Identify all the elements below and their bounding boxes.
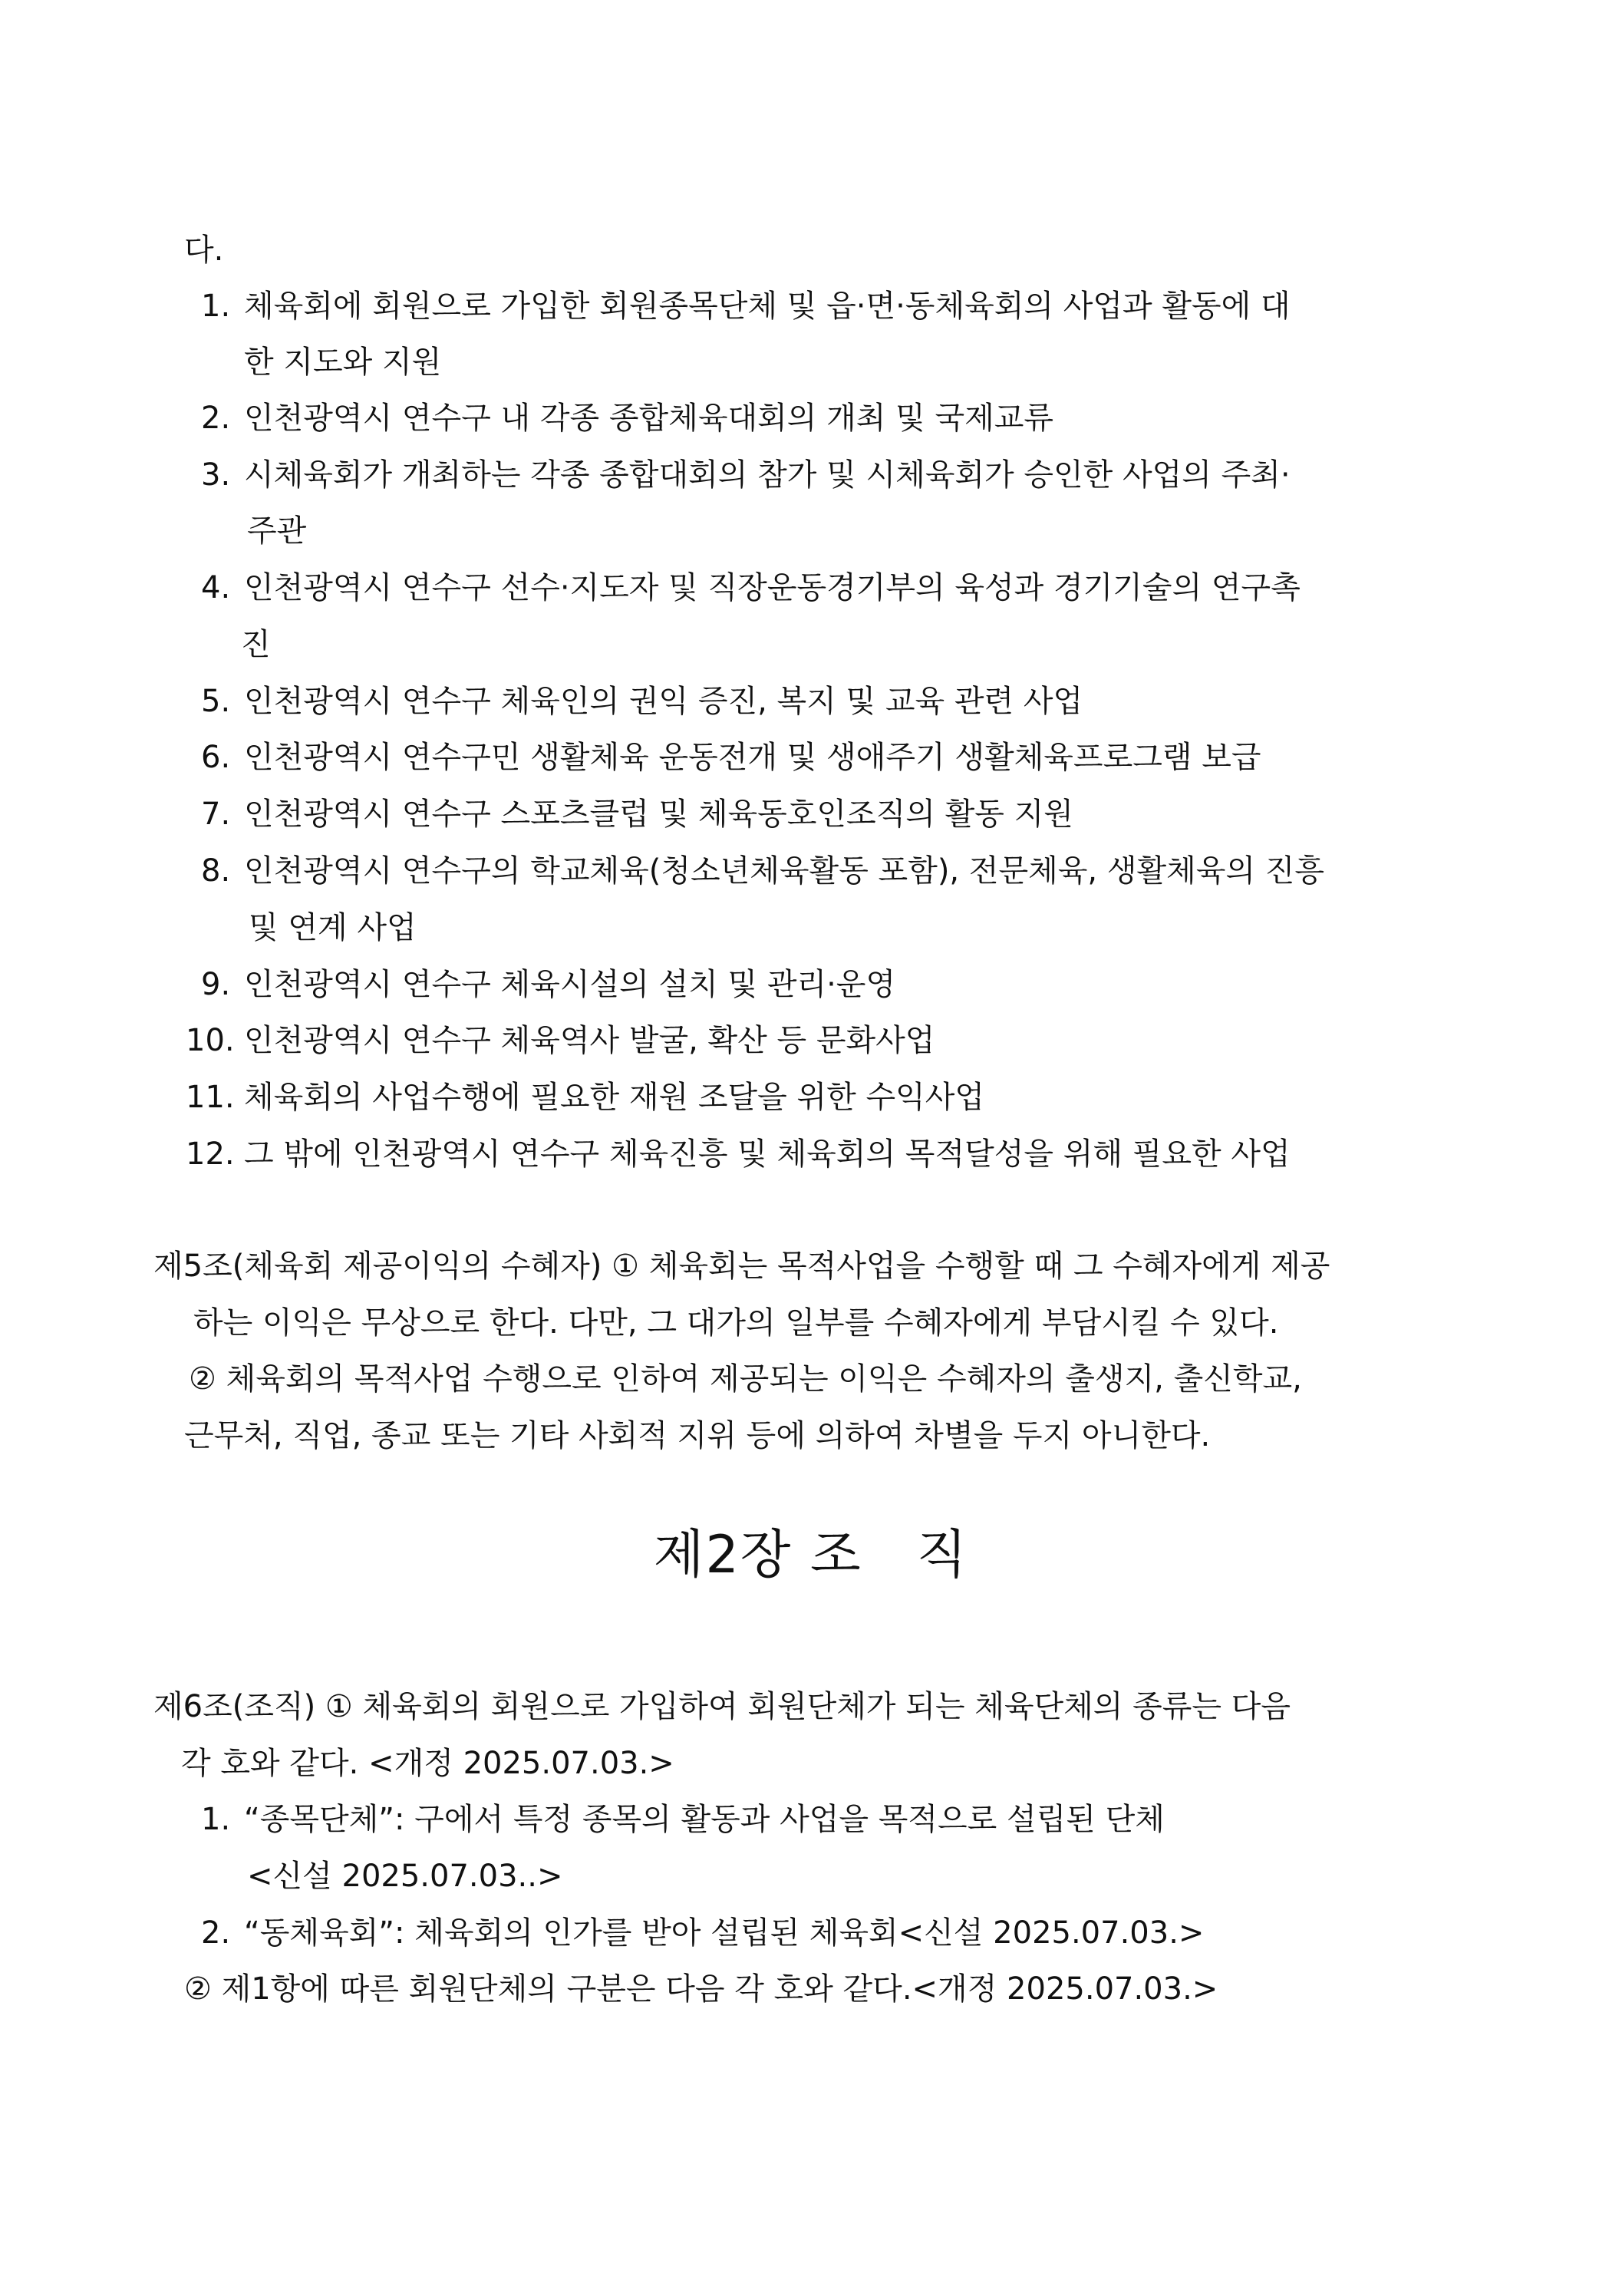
list-item-text: “종목단체”: 구에서 특정 종목의 활동과 사업을 목적으로 설립된 단체 [244,1802,1165,1837]
list-item-text: 인천광역시 연수구 체육인의 권익 증진, 복지 및 교육 관련 사업 [244,684,1083,719]
list-item-text-continued: 및 연계 사업 [249,910,417,945]
article5-heading-line: 제5조(체육회 제공이익의 수혜자) ① 체육회는 목적사업을 수행할 때 그 수혜자에게 제공 [153,1249,1330,1284]
list-item-text: 그 밖에 인천광역시 연수구 체육진흥 및 체육회의 목적달성을 위해 필요한 사업 [244,1136,1291,1172]
article5-text-line: 하는 이익은 무상으로 한다. 다만, 그 대가의 일부를 수혜자에게 부담시킬 수 있다. [193,1305,1279,1341]
list-item-number: 2. [201,401,231,436]
list-item-number: 4. [201,570,231,605]
list-item-text: 인천광역시 연수구 체육시설의 설치 및 관리·운영 [244,967,896,1002]
list-item-number: 9. [201,967,231,1002]
list-item-text: 시체육회가 개최하는 각종 종합대회의 참가 및 시체육회가 승인한 사업의 주최· [244,457,1291,493]
list-item-text-continued: 한 지도와 지원 [244,345,442,380]
list-item-number: 6. [201,740,231,775]
list-item-number: 8. [201,853,231,889]
list-item-text-continued: 주관 [247,513,307,549]
list-item-text: 인천광역시 연수구 내 각종 종합체육대회의 개최 및 국제교류 [244,401,1054,436]
chapter-title: 제2장 조 직 [653,1525,969,1585]
list-item-number: 7. [201,797,231,832]
list-item-number: 10. [186,1023,235,1058]
list-item-text: 체육회에 회원으로 가입한 회원종목단체 및 읍·면·동체육회의 사업과 활동에 대 [244,289,1291,324]
intro-text: 다. [184,233,224,268]
list-item-text: 체육회의 사업수행에 필요한 재원 조달을 위한 수익사업 [244,1080,985,1115]
list-item-text: 인천광역시 연수구민 생활체육 운동전개 및 생애주기 생활체육프로그램 보급 [244,740,1261,775]
list-item-text: 인천광역시 연수구 체육역사 발굴, 확산 등 문화사업 [244,1023,935,1058]
list-item-text-continued: <신설 2025.07.03..> [247,1859,563,1894]
list-item-number: 5. [201,684,231,719]
article5-text-line: 근무처, 직업, 종교 또는 기타 사회적 지위 등에 의하여 차별을 두지 아니한다. [184,1418,1211,1453]
list-item-number: 2. [201,1915,231,1951]
article6-heading-line: 제6조(조직) ① 체육회의 회원으로 가입하여 회원단체가 되는 체육단체의 종류는 다음 [153,1689,1291,1724]
list-item-text: “동체육회”: 체육회의 인가를 받아 설립된 체육회<신설 2025.07.03.> [244,1915,1205,1951]
list-item-text-continued: 진 [241,627,271,662]
list-item-text: 인천광역시 연수구의 학교체육(청소년체육활동 포함), 전문체육, 생활체육의 진흥 [244,853,1325,889]
list-item-text: 인천광역시 연수구 선수·지도자 및 직장운동경기부의 육성과 경기기술의 연구촉 [244,570,1301,605]
list-item-number: 1. [201,289,231,324]
list-item-number: 11. [186,1080,235,1115]
list-item-number: 1. [201,1802,231,1837]
list-item-number: 12. [186,1136,235,1172]
article6-text-line: 각 호와 같다. <개정 2025.07.03.> [181,1746,674,1781]
article5-paragraph-2: ② 체육회의 목적사업 수행으로 인하여 제공되는 이익은 수혜자의 출생지, 출신학교, [189,1361,1302,1397]
list-item-number: 3. [201,457,231,493]
article6-paragraph-2: ② 제1항에 따른 회원단체의 구분은 다음 각 호와 같다.<개정 2025.07.03.> [184,1971,1218,2007]
list-item-text: 인천광역시 연수구 스포츠클럽 및 체육동호인조직의 활동 지원 [244,797,1073,832]
